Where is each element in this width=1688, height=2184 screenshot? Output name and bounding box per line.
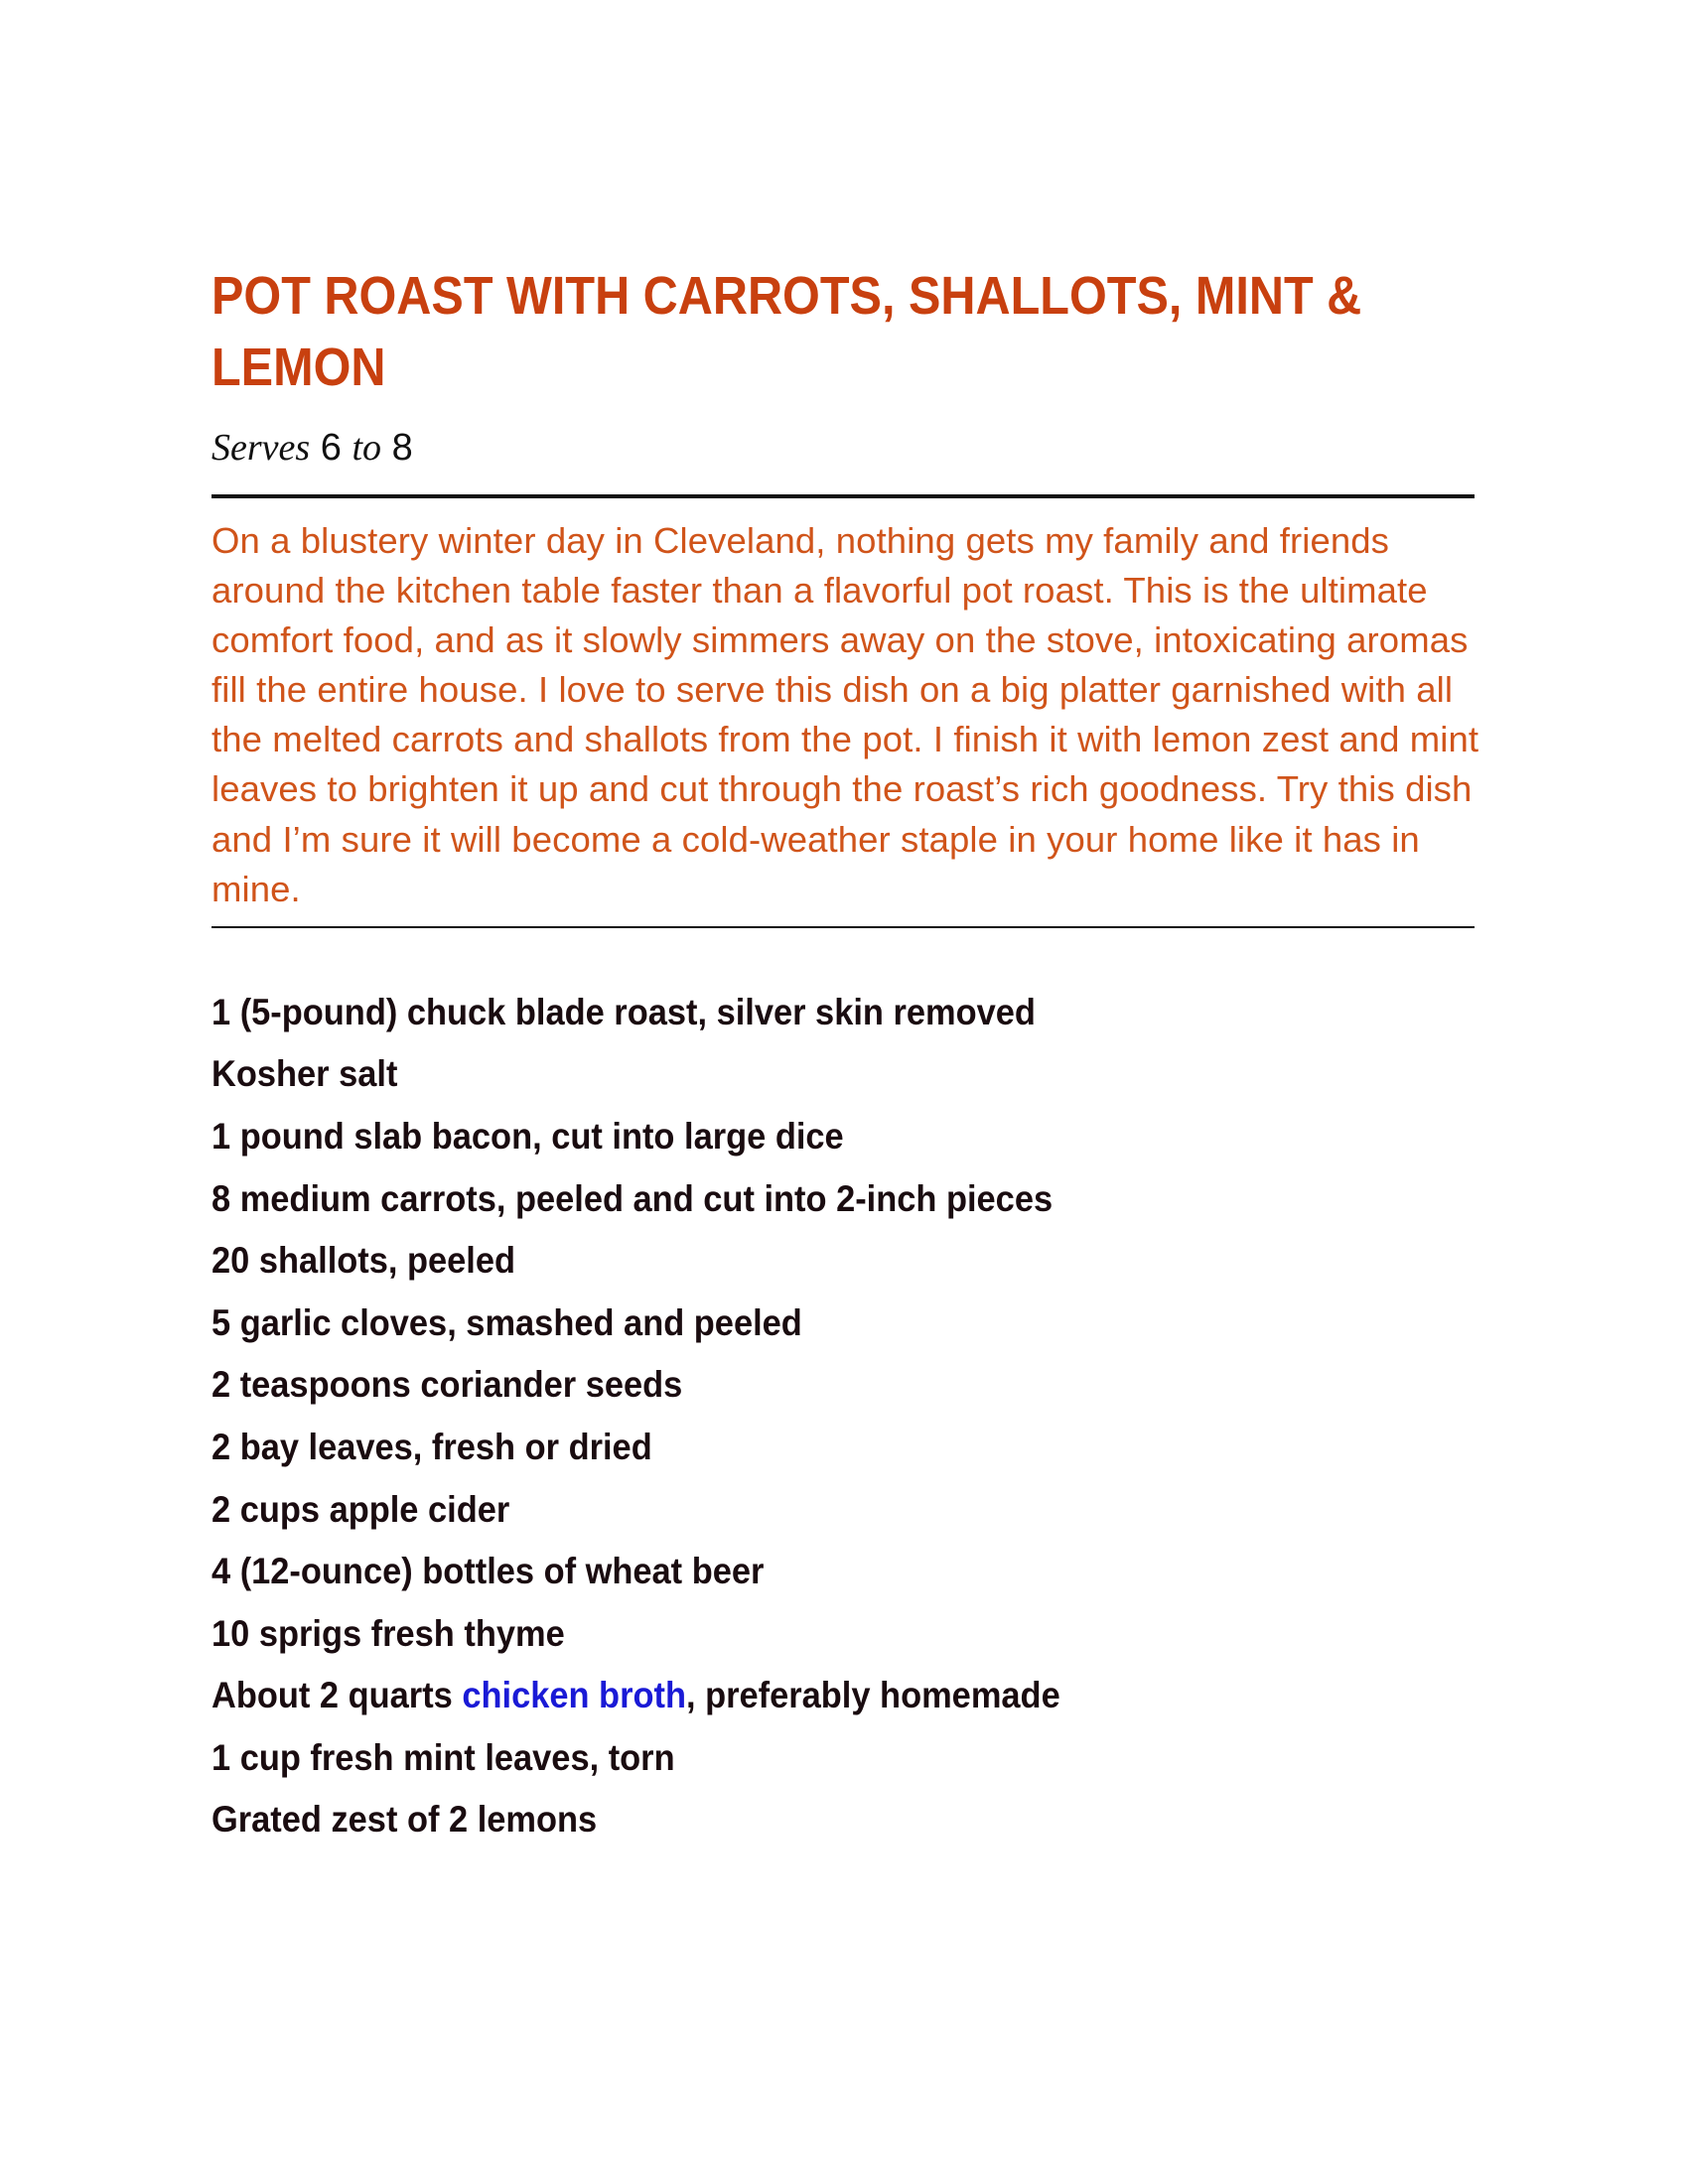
intro-divider	[211, 926, 1475, 928]
ingredient-item: 1 pound slab bacon, cut into large dice	[211, 1115, 844, 1157]
ingredient-item: 5 garlic cloves, smashed and peeled	[211, 1301, 802, 1343]
chicken-broth-link[interactable]: chicken broth	[462, 1675, 686, 1716]
broth-prefix: About 2 quarts	[211, 1675, 463, 1716]
ingredient-item: 2 cups apple cider	[211, 1488, 510, 1530]
recipe-intro: On a blustery winter day in Cleveland, nothing gets my family and friends around the kitchen table faster than a flavorful pot roast. This is the ultimate comfort food, and as it slowly simmers away on the stove, intoxicating aromas fill the entire house. I love to serve this dish on a big platter garnished with all the melted carrots and shallots from the pot. I finish it with lemon zest and mint leaves to brighten it up and cut through the roast’s rich goodness. Try this dish and I’m sure it will become a cold-weather staple in your home like it has in mine.	[211, 520, 1479, 909]
ingredient-item: Grated zest of 2 lemons	[211, 1799, 598, 1841]
servings-line	[211, 425, 1475, 471]
ingredient-list	[211, 982, 1475, 1851]
ingredient-item: 2 bay leaves, fresh or dried	[211, 1426, 652, 1467]
ingredient-item: 4 (12-ounce) bottles of wheat beer	[211, 1551, 765, 1592]
servings-joiner: to	[352, 427, 382, 469]
ingredient-item: Kosher salt	[211, 1053, 398, 1095]
servings-min: 6	[320, 427, 342, 469]
ingredient-item: 10 sprigs fresh thyme	[211, 1612, 565, 1654]
header-divider	[211, 494, 1475, 498]
recipe-content	[211, 260, 1479, 1851]
ingredient-item-broth	[211, 1665, 1386, 1727]
ingredient-item: 20 shallots, peeled	[211, 1240, 515, 1282]
ingredient-item: 1 cup fresh mint leaves, torn	[211, 1736, 675, 1778]
ingredient-item: 1 (5-pound) chuck blade roast, silver skin removed	[211, 991, 1036, 1032]
ingredient-item: 2 teaspoons coriander seeds	[211, 1364, 683, 1406]
ingredient-item: 8 medium carrots, peeled and cut into 2-inch pieces	[211, 1177, 1054, 1219]
recipe-title: POT ROAST WITH CARROTS, SHALLOTS, MINT & LEMON	[211, 266, 1362, 397]
servings-max: 8	[391, 427, 413, 469]
servings-label: Serves	[211, 427, 311, 469]
broth-suffix: , preferably homemade	[685, 1675, 1060, 1716]
